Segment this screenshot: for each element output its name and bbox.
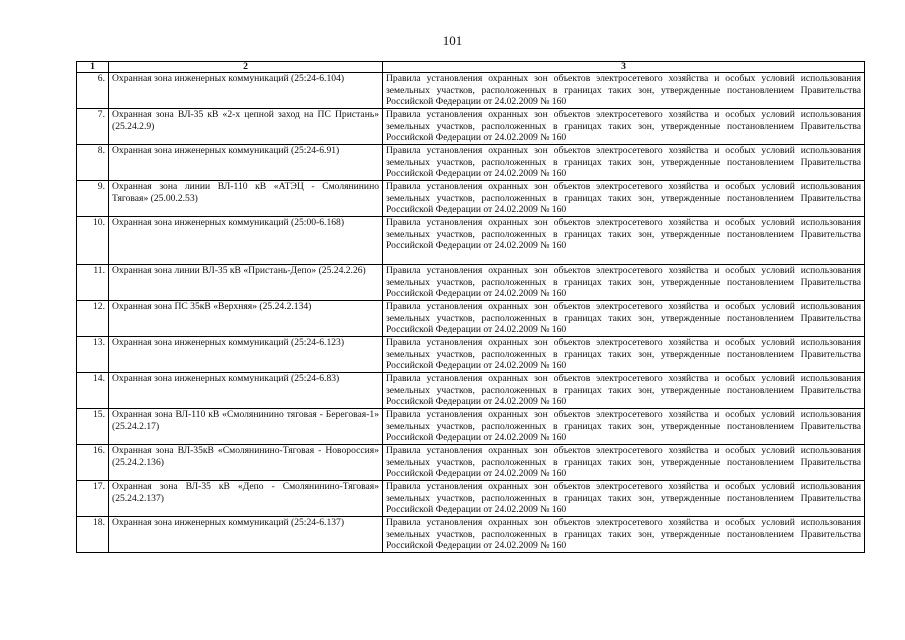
column-header-1: 1 [77, 62, 109, 73]
legal-basis: Правила установления охранных зон объектов электросетевого хозяйства и особых условий использования земельных участков, расположенных в границах таких зон, утвержденные постановлением Правительства Российской Федерации от 24.02.2009 № 160 [383, 145, 865, 181]
legal-basis: Правила установления охранных зон объектов электросетевого хозяйства и особых условий использования земельных участков, расположенных в границах таких зон, утвержденные постановлением Правительства Российской Федерации от 24.02.2009 № 160 [383, 217, 865, 265]
table-row [77, 373, 865, 409]
zone-name: Охранная зона инженерных коммуникаций (25:00-6.168) [109, 217, 383, 265]
legal-basis: Правила установления охранных зон объектов электросетевого хозяйства и особых условий использования земельных участков, расположенных в границах таких зон, утвержденные постановлением Правительства Российской Федерации от 24.02.2009 № 160 [383, 373, 865, 409]
table-row [77, 445, 865, 481]
table-row [77, 145, 865, 181]
row-number: 6. [77, 73, 109, 109]
table-header-row [77, 62, 865, 73]
table-row [77, 73, 865, 109]
legal-basis: Правила установления охранных зон объектов электросетевого хозяйства и особых условий использования земельных участков, расположенных в границах таких зон, утвержденные постановлением Правительства Российской Федерации от 24.02.2009 № 160 [383, 109, 865, 145]
row-number: 15. [77, 409, 109, 445]
zone-name: Охранная зона ВЛ-35 кВ «Депо - Смолянинино-Тяговая» (25.24.2.137) [109, 481, 383, 517]
row-number: 18. [77, 517, 109, 553]
legal-basis: Правила установления охранных зон объектов электросетевого хозяйства и особых условий использования земельных участков, расположенных в границах таких зон, утвержденные постановлением Правительства Российской Федерации от 24.02.2009 № 160 [383, 445, 865, 481]
row-number: 17. [77, 481, 109, 517]
row-number: 13. [77, 337, 109, 373]
zone-name: Охранная зона инженерных коммуникаций (25:24-6.83) [109, 373, 383, 409]
zone-name: Охранная зона инженерных коммуникаций (25:24-6.91) [109, 145, 383, 181]
zone-name: Охранная зона инженерных коммуникаций (25:24-6.104) [109, 73, 383, 109]
row-number: 14. [77, 373, 109, 409]
page-number: 101 [442, 33, 463, 48]
table-row [77, 301, 865, 337]
legal-basis: Правила установления охранных зон объектов электросетевого хозяйства и особых условий использования земельных участков, расположенных в границах таких зон, утвержденные постановлением Правительства Российской Федерации от 24.02.2009 № 160 [383, 409, 865, 445]
zone-name: Охранная зона линии ВЛ-35 кВ «Пристань-Депо» (25.24.2.26) [109, 265, 383, 301]
zone-name: Охранная зона инженерных коммуникаций (25:24-6.137) [109, 517, 383, 553]
row-number: 9. [77, 181, 109, 217]
zone-name: Охранная зона ПС 35кВ «Верхняя» (25.24.2.134) [109, 301, 383, 337]
legal-basis: Правила установления охранных зон объектов электросетевого хозяйства и особых условий использования земельных участков, расположенных в границах таких зон, утвержденные постановлением Правительства Российской Федерации от 24.02.2009 № 160 [383, 517, 865, 553]
row-number: 10. [77, 217, 109, 265]
table-row [77, 517, 865, 553]
row-number: 7. [77, 109, 109, 145]
zone-name: Охранная зона инженерных коммуникаций (25:24-6.123) [109, 337, 383, 373]
legal-basis: Правила установления охранных зон объектов электросетевого хозяйства и особых условий использования земельных участков, расположенных в границах таких зон, утвержденные постановлением Правительства Российской Федерации от 24.02.2009 № 160 [383, 181, 865, 217]
row-number: 16. [77, 445, 109, 481]
legal-basis: Правила установления охранных зон объектов электросетевого хозяйства и особых условий использования земельных участков, расположенных в границах таких зон, утвержденные постановлением Правительства Российской Федерации от 24.02.2009 № 160 [383, 337, 865, 373]
row-number: 12. [77, 301, 109, 337]
table-row [77, 409, 865, 445]
protection-zones-table [76, 61, 865, 553]
table-row [77, 217, 865, 265]
legal-basis: Правила установления охранных зон объектов электросетевого хозяйства и особых условий использования земельных участков, расположенных в границах таких зон, утвержденные постановлением Правительства Российской Федерации от 24.02.2009 № 160 [383, 265, 865, 301]
table-row [77, 181, 865, 217]
column-header-3: 3 [383, 62, 865, 73]
table-row [77, 337, 865, 373]
zone-name: Охранная зона линии ВЛ-110 кВ «АТЭЦ - Смолянинино Тяговая» (25.00.2.53) [109, 181, 383, 217]
column-header-2: 2 [109, 62, 383, 73]
table-row [77, 109, 865, 145]
row-number: 11. [77, 265, 109, 301]
zone-name: Охранная зона ВЛ-35кВ «Смолянинино-Тяговая - Новороссия» (25.24.2.136) [109, 445, 383, 481]
table-row [77, 481, 865, 517]
legal-basis: Правила установления охранных зон объектов электросетевого хозяйства и особых условий использования земельных участков, расположенных в границах таких зон, утвержденные постановлением Правительства Российской Федерации от 24.02.2009 № 160 [383, 301, 865, 337]
row-number: 8. [77, 145, 109, 181]
zone-name: Охранная зона ВЛ-110 кВ «Смолянинино тяговая - Береговая-1» (25.24.2.17) [109, 409, 383, 445]
legal-basis: Правила установления охранных зон объектов электросетевого хозяйства и особых условий использования земельных участков, расположенных в границах таких зон, утвержденные постановлением Правительства Российской Федерации от 24.02.2009 № 160 [383, 73, 865, 109]
zone-name: Охранная зона ВЛ-35 кВ «2-х цепной заход на ПС Пристань» (25.24.2.9) [109, 109, 383, 145]
legal-basis: Правила установления охранных зон объектов электросетевого хозяйства и особых условий использования земельных участков, расположенных в границах таких зон, утвержденные постановлением Правительства Российской Федерации от 24.02.2009 № 160 [383, 481, 865, 517]
table-row [77, 265, 865, 301]
